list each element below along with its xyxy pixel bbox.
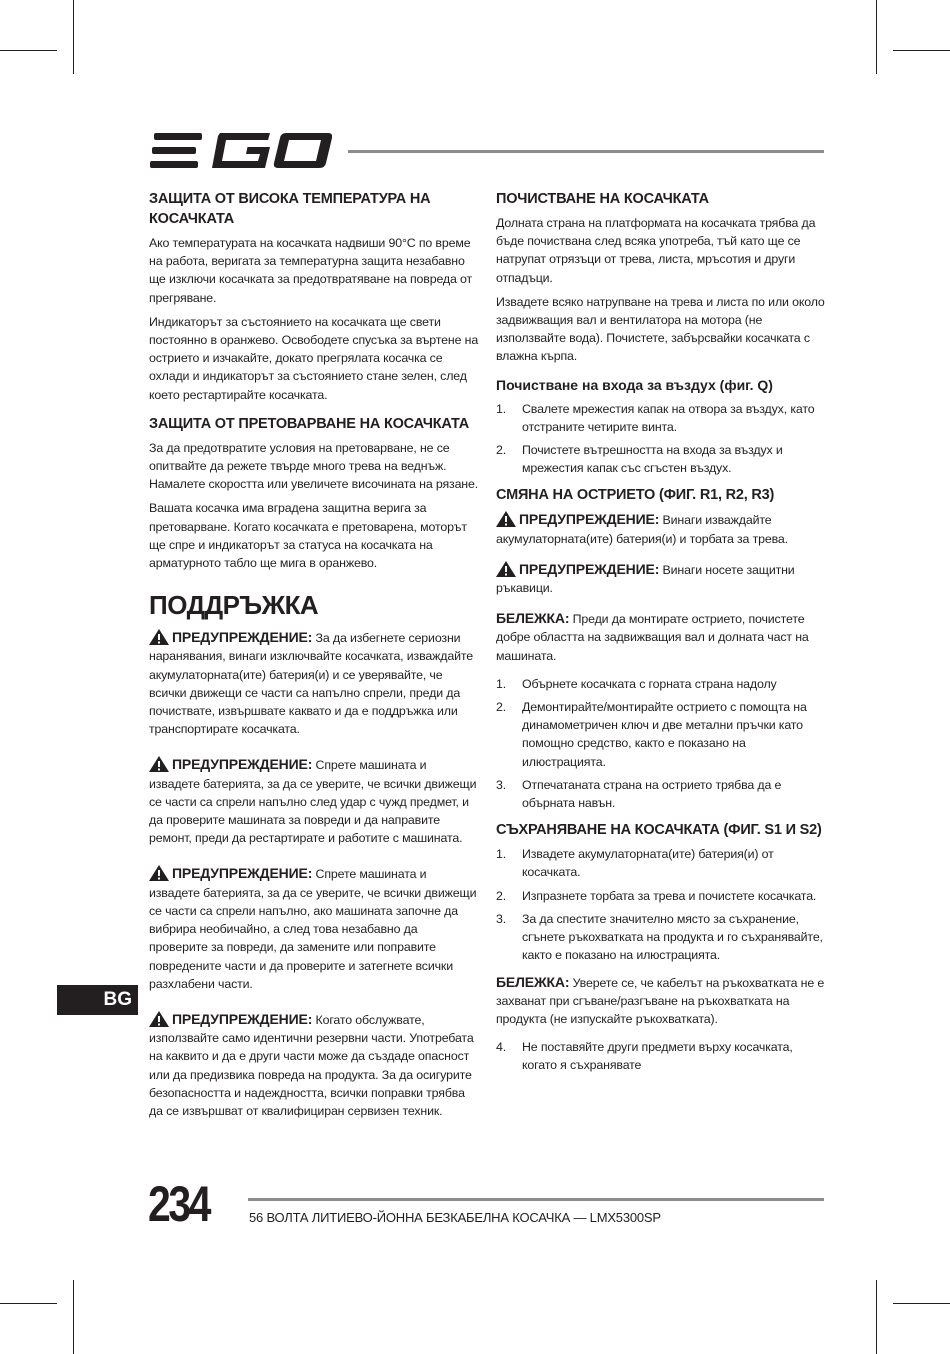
note-block	[496, 609, 826, 665]
language-tab	[57, 985, 138, 1015]
ego-logo	[150, 131, 332, 171]
list-number: 1.	[496, 676, 507, 691]
list-item	[496, 887, 826, 905]
footer-title: 56 ВОЛТА ЛИТИЕВО-ЙОННА БЕЗКАБЕЛНА КОСАЧКА — LMX5300SP	[249, 1210, 661, 1225]
section-title-high-temperature: ЗАЩИТА ОТ ВИСОКА ТЕМПЕРАТУРА НА КОСАЧКАТА	[149, 191, 431, 227]
warning-triangle-icon	[149, 756, 169, 772]
list-number: 3.	[496, 911, 507, 926]
list-item	[496, 400, 826, 436]
list-number: 2.	[496, 888, 507, 903]
list-item	[496, 698, 826, 771]
note-text: Преди да монтирате острието, почистете добре областта на задвижващия вал и долната част на машината.	[496, 612, 809, 663]
list-item	[496, 910, 826, 965]
warning-block	[149, 1010, 479, 1120]
paragraph: Ако температурата на косачката надвиши 90°C по време на работа, веригата за температурна защита незабавно ще изключи косачката за предотвратяване на повреда от прегряване.	[149, 236, 473, 305]
warning-label: ПРЕДУПРЕЖДЕНИЕ:	[172, 756, 313, 773]
warning-triangle-icon	[496, 511, 516, 527]
warning-triangle-icon	[496, 561, 516, 577]
warning-block	[496, 510, 826, 547]
note-label: БЕЛЕЖКА:	[496, 973, 570, 990]
list-item	[496, 441, 826, 477]
list-text: Изпразнете торбата за трева и почистете косачката.	[522, 888, 817, 903]
crop-mark	[876, 1280, 877, 1354]
crop-mark	[73, 0, 74, 74]
list-number: 1.	[496, 847, 507, 862]
list-text: Свалете мрежестия капак на отвора за въздух, като отстраните четирите винта.	[522, 401, 815, 434]
list-number: 1.	[496, 401, 507, 416]
list-item	[496, 1038, 826, 1074]
note-label: БЕЛЕЖКА:	[496, 610, 570, 627]
list-item	[496, 776, 826, 812]
list-text: За да спестите значително място за съхранение, сгънете ръкохватката на продукта и го съхранявайте, както е показано на илюстрацията.	[522, 911, 823, 963]
list-text: Обърнете косачката с горната страна надолу	[522, 676, 777, 691]
list-number: 3.	[496, 777, 507, 792]
list-text: Извадете акумулаторната(ите) батерия(и) от косачката.	[522, 847, 774, 880]
crop-mark	[73, 1280, 74, 1354]
warning-text: За да избегнете сериозни наранявания, винаги изключвайте косачката, изваждайте акумулаторната(ите) батерия(и) и се уверявайте, че всички движещи се части са напълно спрели, преди да почиствате, извършвате каквато и да е поддръжка или транспортирате косачката.	[149, 631, 473, 737]
crop-mark	[0, 1303, 57, 1304]
paragraph: Вашата косачка има вградена защитна верига за претоварване. Когато косачката е претоварена, моторът ще спре и индикаторът за статуса на косачката на арматурното табло ще мига в оранжево.	[149, 501, 467, 571]
air-intake-steps	[496, 400, 826, 478]
right-column	[496, 189, 826, 1083]
warning-block	[149, 755, 479, 847]
list-item	[496, 845, 826, 881]
warning-text: Спрете машината и извадете батерията, за да се уверите, че всички движещи се части са спрели напълно след удар с чужд предмет, и да проверите машината за повреди и да направите ремонт, преди да рестартирате и работите с машината.	[149, 758, 477, 846]
list-item	[496, 675, 826, 693]
left-column	[149, 189, 479, 1137]
paragraph: Извадете всяко натрупване на трева и листа по или около задвижващия вал и вентилатора на мотора (не използвайте вода). Почистете, забърсвайки косачката с влажна кърпа.	[496, 294, 825, 364]
section-title-blade-replacement: СМЯНА НА ОСТРИЕТО (ФИГ. R1, R2, R3)	[496, 487, 775, 504]
list-text: Отпечатаната страна на острието трябва да е обърната навън.	[522, 777, 782, 811]
section-title-overload: ЗАЩИТА ОТ ПРЕТОВАРВАНЕ НА КОСАЧКАТА	[149, 415, 469, 432]
warning-label: ПРЕДУПРЕЖДЕНИЕ:	[172, 865, 313, 882]
storage-steps	[496, 845, 826, 964]
warning-triangle-icon	[149, 629, 169, 645]
footer-rule	[248, 1198, 824, 1201]
crop-mark	[0, 50, 57, 51]
section-title-storage: СЪХРАНЯВАНЕ НА КОСАЧКАТА (ФИГ. S1 И S2)	[496, 822, 822, 839]
subsection-title-air-intake: Почистване на входа за въздух (фиг. Q)	[496, 376, 773, 393]
language-code: BG	[103, 989, 132, 1010]
list-number: 2.	[496, 443, 507, 458]
paragraph: За да предотвратите условия на претоварване, не се опитвайте да режете твърде много трева на веднъж. Намалете скоростта или увеличете височината на рязане.	[149, 440, 479, 492]
maintenance-heading: ПОДДРЪЖКА	[149, 590, 319, 621]
warning-block	[496, 560, 826, 597]
crop-mark	[893, 1303, 950, 1304]
warning-label: ПРЕДУПРЕЖДЕНИЕ:	[172, 1010, 313, 1027]
warning-triangle-icon	[149, 865, 169, 881]
warning-text: Винаги изваждайте акумулаторната(ите) батерия(и) и торбата за трева.	[496, 513, 788, 546]
list-number: 4.	[496, 1040, 507, 1055]
section-title-cleaning: ПОЧИСТВАНЕ НА КОСАЧКАТА	[496, 191, 709, 207]
note-block	[496, 973, 826, 1029]
warning-label: ПРЕДУПРЕЖДЕНИЕ:	[519, 560, 660, 577]
paragraph: Долната страна на платформата на косачката трябва да бъде почиствана след всяка употреба, тъй като ще се натрупат отрязъци от трева, листа, мръсотия и други отпадъци.	[496, 216, 816, 285]
warning-text: Винаги носете защитни ръкавици.	[496, 562, 795, 596]
crop-mark	[893, 50, 950, 51]
list-text: Не поставяйте други предмети върху косачката, когато я съхранявате	[522, 1040, 793, 1073]
storage-steps-continued	[496, 1038, 826, 1074]
note-text: Уверете се, че кабелът на ръкохватката не е захванат при сгъване/разгъване на ръкохватката на продукта (не изпускайте ръкохватката).	[496, 975, 825, 1026]
list-text: Демонтирайте/монтирайте острието с помощта на динамометричен ключ и две метални пръчки като помощно средство, както е показано на илюстрацията.	[522, 700, 807, 769]
header-rule	[348, 150, 824, 153]
paragraph: Индикаторът за състоянието на косачката ще свети постоянно в оранжево. Освободете спусъка за въртене на острието и изчакайте, докато прегрялата косачка се охлади и индикаторът за състоянието стане зелен, след което рестартирайте косачката.	[149, 314, 479, 402]
list-number: 2.	[496, 700, 507, 715]
warning-block	[149, 864, 479, 992]
warning-block	[149, 628, 479, 738]
crop-mark	[876, 0, 877, 74]
warning-triangle-icon	[149, 1011, 169, 1027]
warning-text: Спрете машината и извадете батерията, за да се уверите, че всички движещи се части са спрели напълно, ако машината започне да вибрира необичайно, а след това незабавно да проверите за повреди, да замените или поправите повредените части и да проверите и затегнете всички разхлабени части.	[149, 867, 477, 991]
page-number: 234	[148, 1176, 210, 1232]
warning-text: Когато обслужвате, използвайте само идентични резервни части. Употребата на каквито и да е други части може да създаде опасност или да предизвика повреда на продукта. За да осигурите безопасността и надеждността, всички поправки трябва да се извършват от квалифициран сервизен техник.	[149, 1012, 474, 1118]
warning-label: ПРЕДУПРЕЖДЕНИЕ:	[172, 629, 313, 646]
warning-label: ПРЕДУПРЕЖДЕНИЕ:	[519, 511, 660, 528]
blade-steps	[496, 675, 826, 812]
list-text: Почистете вътрешността на входа за въздух и мрежестия капак със сгъстен въздух.	[522, 443, 783, 476]
